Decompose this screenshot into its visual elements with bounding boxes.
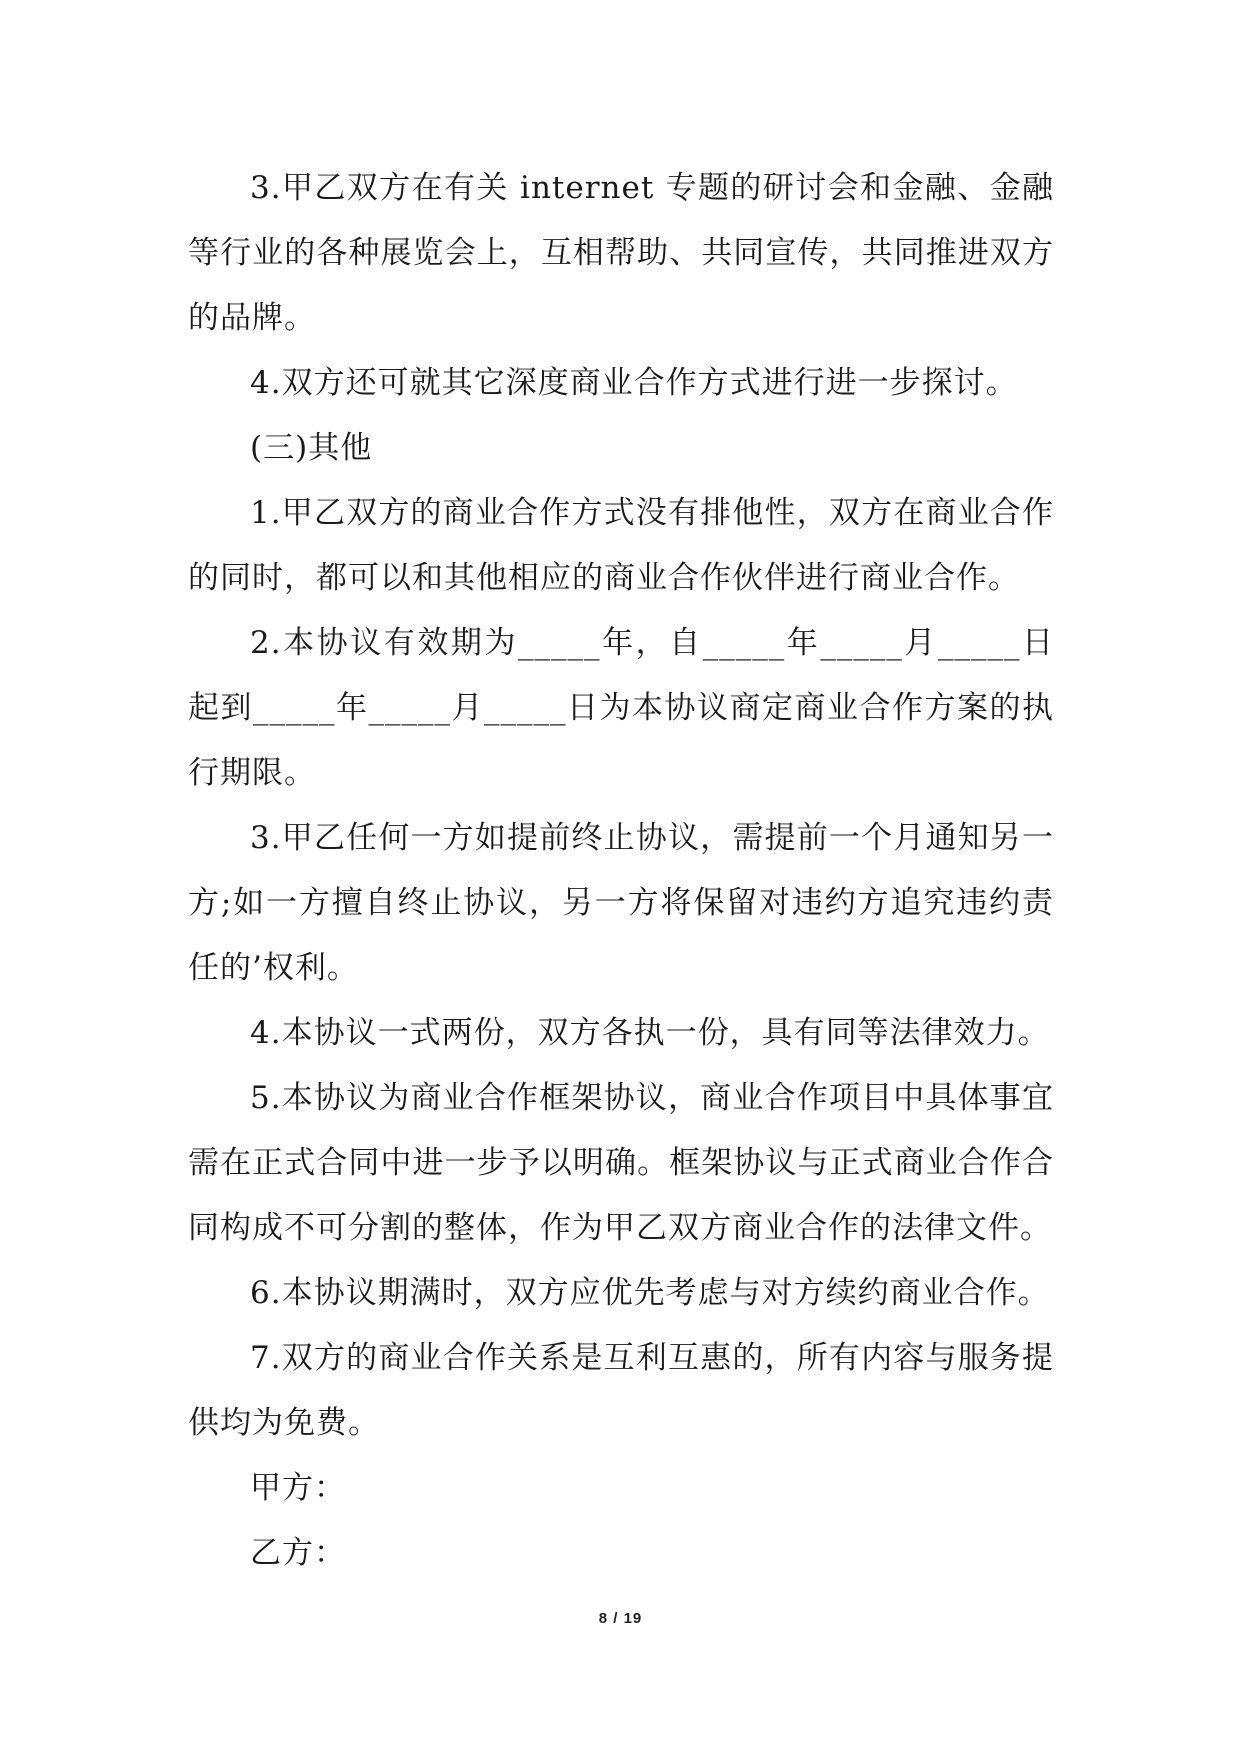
paragraph-other-6-renewal: 6.本协议期满时，双方应优先考虑与对方续约商业合作。: [250, 1275, 1050, 1311]
paragraph-other-2-validity: 2.本协议有效期为_____年，自_____年_____月_____日起到_____年_____月_____日为本协议商定商业合作方案的执行期限。: [188, 625, 1054, 791]
paragraph-clause-4-further-cooperation: 4.双方还可就其它深度商业合作方式进行进一步探讨。: [250, 365, 1018, 401]
paragraph-other-3-termination: 3.甲乙任何一方如提前终止协议，需提前一个月通知另一方;如一方擅自终止协议，另一方将保留对违约方追究违约责任的’权利。: [188, 820, 1054, 986]
paragraph-other-7-free-service: 7.双方的商业合作关系是互利互惠的，所有内容与服务提供均为免费。: [188, 1340, 1054, 1441]
paragraph-other-5-framework: 5.本协议为商业合作框架协议，商业合作项目中具体事宜需在正式合同中进一步予以明确。框架协议与正式商业合作合同构成不可分割的整体，作为甲乙双方商业合作的法律文件。: [188, 1080, 1054, 1246]
page-number: 8 / 19: [598, 1610, 643, 1627]
paragraph-clause-3-promotion: 3.甲乙双方在有关 internet 专题的研讨会和金融、金融等行业的各种展览会上，互相帮助、共同宣传，共同推进双方的品牌。: [188, 170, 1054, 336]
section-heading-other: (三)其他: [250, 430, 373, 466]
paragraph-other-1-non-exclusive: 1.甲乙双方的商业合作方式没有排他性，双方在商业合作的同时，都可以和其他相应的商业合作伙伴进行商业合作。: [188, 495, 1054, 596]
signature-party-b: 乙方：: [250, 1535, 346, 1571]
document-body: [188, 156, 1054, 1586]
paragraph-other-4-copies: 4.本协议一式两份，双方各执一份，具有同等法律效力。: [250, 1015, 1050, 1051]
signature-party-a: 甲方：: [250, 1470, 346, 1506]
